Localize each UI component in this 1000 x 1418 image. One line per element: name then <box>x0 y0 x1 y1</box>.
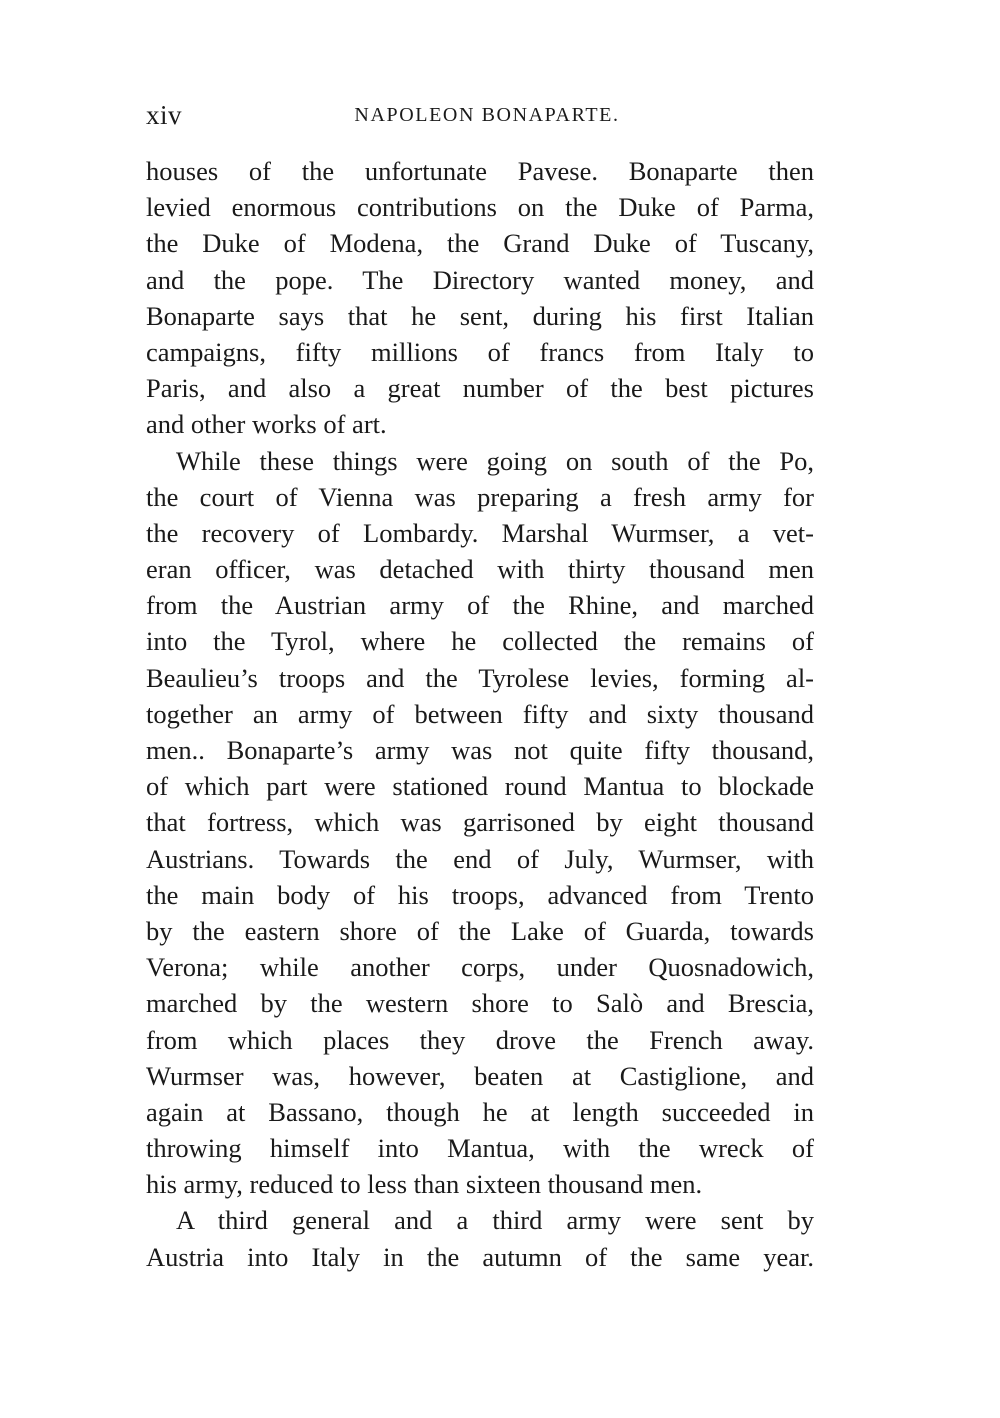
text-line: from the Austrian army of the Rhine, and marched <box>146 590 814 621</box>
text-line: that fortress, which was garrisoned by eight thousand <box>146 807 814 838</box>
text-line: Austrians. Towards the end of July, Wurmser, with <box>146 843 814 874</box>
text-line: levied enormous contributions on the Duke of Parma, <box>146 192 814 223</box>
text-line: Verona; while another corps, under Quosnadowich, <box>146 952 814 983</box>
text-line: Austria into Italy in the autumn of the same year. <box>146 1241 814 1272</box>
text-line: the main body of his troops, advanced from Trento <box>146 879 814 910</box>
text-line: together an army of between fifty and sixty thousand <box>146 698 814 729</box>
text-line: Beaulieu’s troops and the Tyrolese levies, forming al- <box>146 662 814 693</box>
text-line: from which places they drove the French away. <box>146 1024 814 1055</box>
text-line: marched by the western shore to Salò and Brescia, <box>146 988 814 1019</box>
text-line: the Duke of Modena, the Grand Duke of Tuscany, <box>146 228 814 259</box>
running-head <box>146 100 814 132</box>
text-line: the recovery of Lombardy. Marshal Wurmser, a vet- <box>146 517 814 548</box>
text-line: by the eastern shore of the Lake of Guarda, towards <box>146 915 814 946</box>
text-line: and the pope. The Directory wanted money, and <box>146 264 814 295</box>
text-line: houses of the unfortunate Pavese. Bonaparte then <box>146 156 814 186</box>
text-line: throwing himself into Mantua, with the wreck of <box>146 1133 814 1164</box>
text-line: the court of Vienna was preparing a fresh army for <box>146 481 814 512</box>
text-line: eran officer, was detached with thirty thousand men <box>146 554 814 585</box>
body-text <box>146 153 814 1275</box>
text-line: of which part were stationed round Mantua to blockade <box>146 771 814 802</box>
text-line: again at Bassano, though he at length succeeded in <box>146 1096 814 1127</box>
text-line: campaigns, fifty millions of francs from Italy to <box>146 336 814 367</box>
running-title: NAPOLEON BONAPARTE. <box>354 104 620 126</box>
page-number: xiv <box>146 100 183 130</box>
text-line: his army, reduced to less than sixteen thousand men. <box>146 1169 703 1200</box>
text-line: Wurmser was, however, beaten at Castiglione, and <box>146 1060 814 1091</box>
text-line: Paris, and also a great number of the best pictures <box>146 373 814 404</box>
text-line: into the Tyrol, where he collected the remains of <box>146 626 814 657</box>
text-line: Bonaparte says that he sent, during his first Italian <box>146 300 814 331</box>
text-line: While these things were going on south of the Po, <box>176 445 814 476</box>
text-line: men.. Bonaparte’s army was not quite fifty thousand, <box>146 735 814 765</box>
text-line: and other works of art. <box>146 409 387 440</box>
text-line: A third general and a third army were sent by <box>176 1205 814 1236</box>
